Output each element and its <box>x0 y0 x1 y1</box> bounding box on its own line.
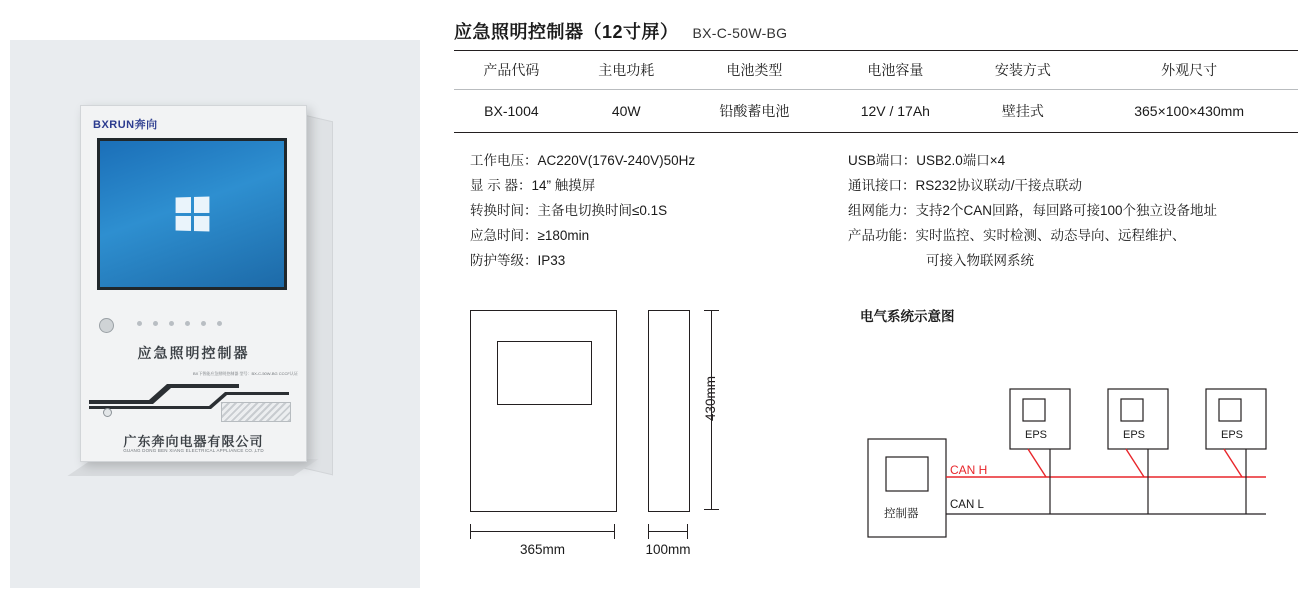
parameter-row <box>470 198 842 223</box>
diagram-eps-label: EPS <box>1025 429 1048 441</box>
parameter-row <box>470 148 842 173</box>
parameter-value: AC220V(176V-240V)50Hz <box>537 153 696 168</box>
width-measure-label: 365mm <box>519 542 565 557</box>
parameter-column-left <box>470 148 842 273</box>
parameter-label: 通讯接口： <box>848 178 916 193</box>
parameter-label: 应急时间： <box>470 228 538 243</box>
table-header-cell: 外观尺寸 <box>1080 51 1298 90</box>
table-header-cell: 产品代码 <box>454 51 569 90</box>
power-knob-icon <box>99 318 114 333</box>
table-cell: 12V / 17Ah <box>825 90 965 133</box>
parameter-row <box>848 173 1298 198</box>
front-view-screen-outline <box>497 341 592 405</box>
specification-table <box>454 50 1298 133</box>
parameter-value: 14” 触摸屏 <box>531 178 596 193</box>
parameter-row <box>848 223 1298 248</box>
product-model: BX-C-50W-BG <box>692 25 788 41</box>
parameter-column-right <box>848 148 1298 273</box>
table-cell: 40W <box>569 90 684 133</box>
diagram-eps-label: EPS <box>1221 429 1244 441</box>
front-view-outline <box>470 310 617 512</box>
diagram-can-h-label: CAN H <box>950 463 988 477</box>
device-face-title: 应急照明控制器 <box>137 345 250 361</box>
status-led-row <box>137 321 222 326</box>
table-header-cell: 电池类型 <box>684 51 826 90</box>
side-view-outline <box>648 310 690 512</box>
width-measure-line <box>470 522 615 540</box>
device-front-face <box>80 105 307 462</box>
device-face-microtext: BX下智能应急照明控制器 型号：BX-C-50W-BG CCCF认证 <box>193 371 298 376</box>
parameter-label: 转换时间： <box>470 203 538 218</box>
table-row <box>454 90 1298 133</box>
company-name-en: GUANG DONG BEN XIANG ELECTRICAL APPLIANCE CO.,LTD <box>123 448 264 453</box>
parameter-value: USB2.0端口×4 <box>916 153 1006 168</box>
company-name-cn: 广东奔向电器有限公司 <box>123 434 264 449</box>
parameter-label: 工作电压： <box>470 153 538 168</box>
parameter-row <box>848 148 1298 173</box>
spec-sheet-content <box>450 0 1298 589</box>
diagram-controller-label: 控制器 <box>884 508 919 520</box>
parameter-value: 实时监控、实时检测、动态导向、远程维护、 <box>915 228 1186 243</box>
parameter-label: 产品功能： <box>848 228 916 243</box>
parameter-row <box>470 173 842 198</box>
parameter-row <box>848 198 1298 223</box>
depth-measure-line <box>648 522 688 540</box>
table-header-cell: 安装方式 <box>965 51 1080 90</box>
page-title: 应急照明控制器（12寸屏） <box>454 22 679 42</box>
parameter-value: 主备电切换时间≤0.1S <box>537 203 668 218</box>
parameter-value: RS232协议联动/干接点联动 <box>915 178 1083 193</box>
parameter-label: USB端口： <box>848 153 917 168</box>
brand-logo: BXRUN奔向 <box>93 119 158 131</box>
parameter-value: IP33 <box>537 253 566 268</box>
height-measure-label: 430mm <box>703 376 718 422</box>
device-touchscreen <box>97 138 287 290</box>
parameter-label: 防护等级： <box>470 253 538 268</box>
table-cell: 壁挂式 <box>965 90 1080 133</box>
table-header-row <box>454 51 1298 90</box>
parameter-row <box>470 248 842 273</box>
product-title-row <box>454 18 787 44</box>
depth-measure-label: 100mm <box>645 542 691 557</box>
electrical-system-diagram <box>860 305 1290 575</box>
device-lock-icon <box>103 408 112 417</box>
dimension-drawings <box>470 310 770 570</box>
parameter-value: ≥180min <box>537 228 590 243</box>
parameter-continuation: 可接入物联网系统 <box>926 253 1034 268</box>
table-header-cell: 主电功耗 <box>569 51 684 90</box>
diagram-can-l-label: CAN L <box>950 499 984 511</box>
parameter-row <box>470 223 842 248</box>
diagram-title: 电气系统示意图 <box>860 309 955 324</box>
diagram-graphics <box>860 329 1290 569</box>
diagram-eps-label: EPS <box>1123 429 1146 441</box>
table-cell: 铅酸蓄电池 <box>684 90 826 133</box>
table-cell: 365×100×430mm <box>1080 90 1298 133</box>
product-photo-panel <box>10 40 420 588</box>
table-header-cell: 电池容量 <box>825 51 965 90</box>
parameter-value: 支持2个CAN回路，每回路可接100个独立设备地址 <box>915 203 1218 218</box>
device-side-face <box>304 115 333 476</box>
device-vent-grille <box>221 402 291 422</box>
parameter-label: 组网能力： <box>848 203 916 218</box>
table-cell: BX-1004 <box>454 90 569 133</box>
windows-logo-icon <box>176 196 210 231</box>
parameter-label: 显 示 器： <box>470 178 532 193</box>
